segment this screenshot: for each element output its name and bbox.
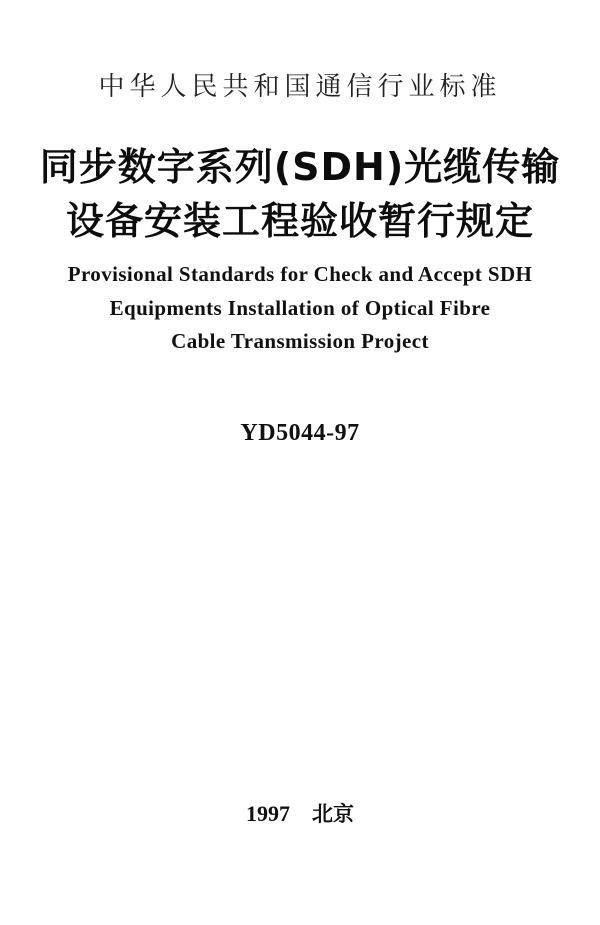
- english-title-line-3: Cable Transmission Project: [171, 329, 429, 353]
- english-title-line-2: Equipments Installation of Optical Fibre: [109, 296, 491, 320]
- publication-year: 1997: [246, 801, 290, 826]
- chinese-title-line-2: 设备安装工程验收暂行规定: [65, 199, 534, 243]
- english-title-line-1: Provisional Standards for Check and Accept SDH: [67, 262, 533, 286]
- chinese-title-line-1: 同步数字系列(SDH)光缆传输: [39, 145, 561, 189]
- issuer-line: 中华人民共和国通信行业标准: [98, 72, 502, 102]
- publication-footer: [0, 798, 600, 828]
- publication-city: 北京: [312, 802, 354, 826]
- standard-code: YD5044-97: [240, 420, 360, 446]
